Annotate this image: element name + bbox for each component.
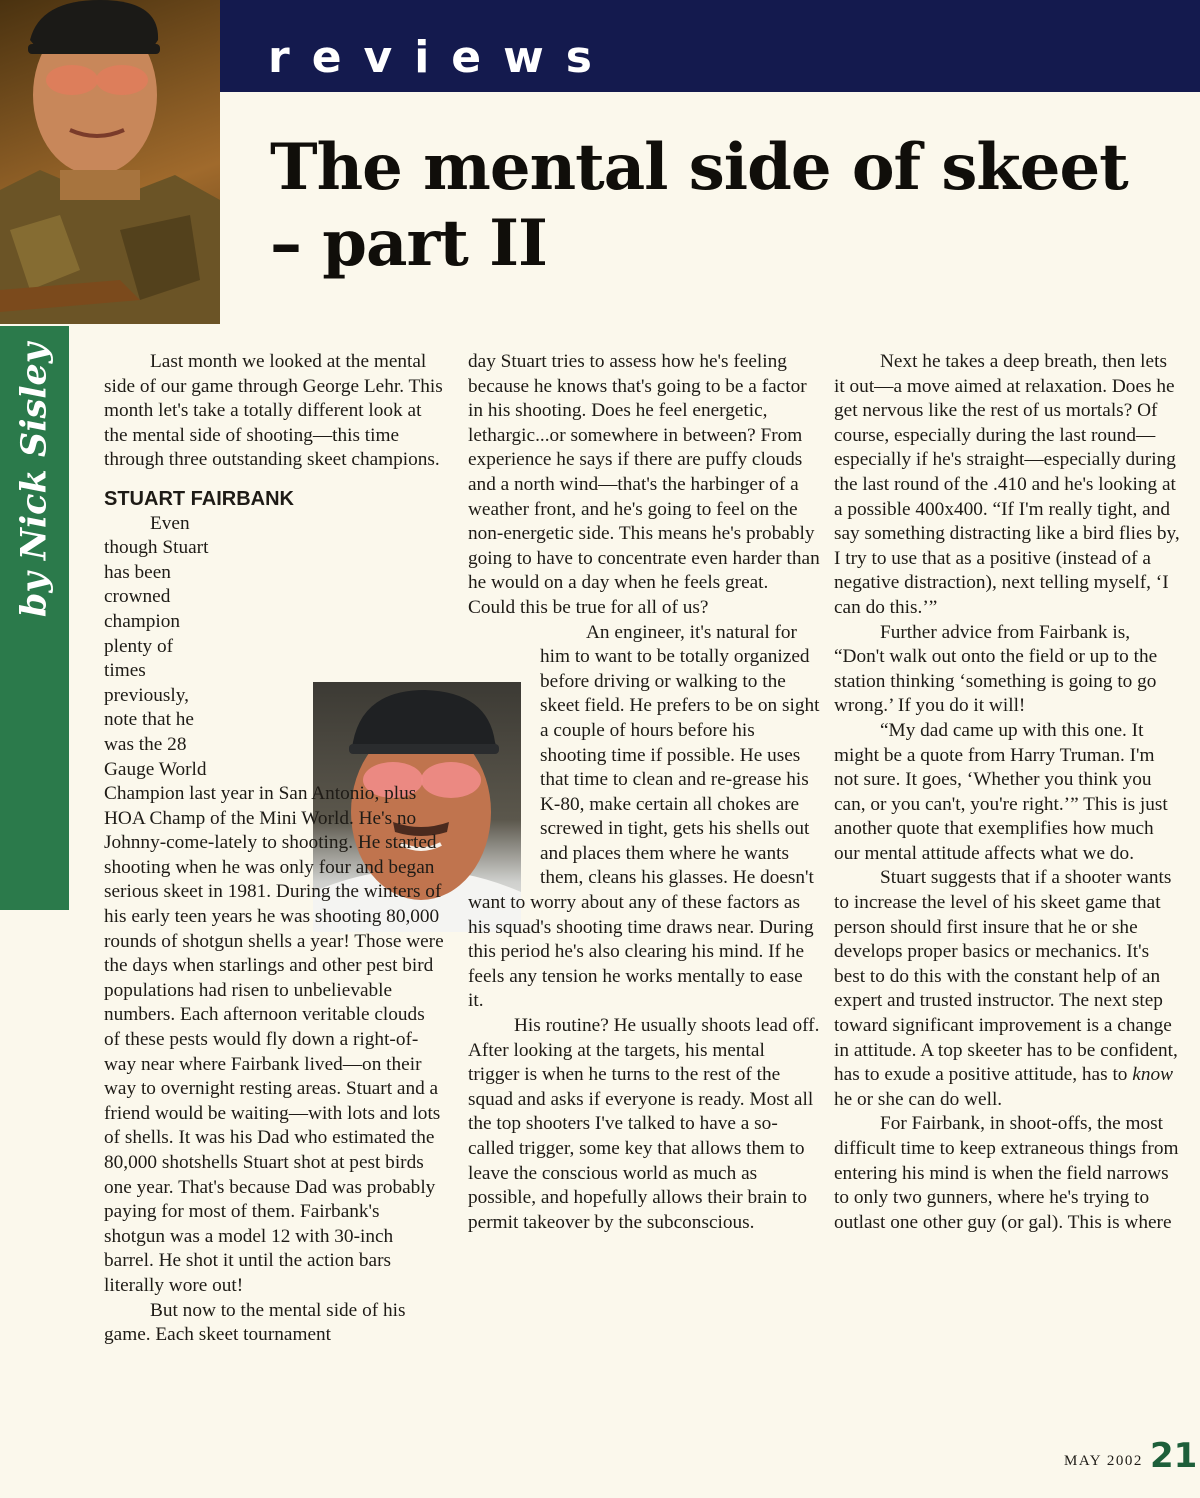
paragraph: For Fairbank, in shoot-offs, the most difficult time to keep extraneous things from entering his mind is when the field narrows to only two gunners, where he's trying to outlast one other guy (or gal). This is where	[834, 1113, 1179, 1233]
paragraph	[834, 866, 1180, 1112]
photo-wrap-space	[468, 621, 536, 889]
author-photo	[0, 0, 220, 324]
text-run: Stuart suggests that if a shooter wants to increase the level of his skeet game that person should first insure that he or she develops proper basics or mechanics. It's best to do this with the constant help of an expert and trusted instructor. The next step toward significant improvement is a change in attitude. A top skeeter has to be confident, has to exude a positive attitude, has to	[834, 867, 1178, 1086]
article-headline: The mental side of skeet – part II	[270, 130, 1128, 281]
paragraph: But now to the mental side of his game. Each skeet tournament	[104, 1299, 406, 1346]
paragraph: Even though Stuart has been crowned champion plenty of times previously, note that he was the 28 Gauge World Champion last year in San Antonio, plus HOA Champ of the Mini World. He's no Johnny-come-lately to shooting. He started shooting when he was only four and began serious skeet in 1981. During the winters of his early teen years he was shooting 80,000 rounds of shotgun shells a year! Those were the days when starlings and other pest bird populations had risen to unbelievable numbers. Each afternoon veritable clouds of these pests would fly down a right-of-way near where Fairbank lived—on their way to overnight resting areas. Stuart and a friend would be waiting—with lots and lots of shells. It was his Dad who estimated the 80,000 shotshells Stuart shot at pest birds one year. That's because Dad was probably paying for most of them. Fairbank's shotgun was a model 12 with 30-inch barrel. He shot it until the action bars literally wore out!	[104, 512, 444, 1296]
issue-date: MAY 2002	[1064, 1453, 1143, 1469]
paragraph: Last month we looked at the mental side of our game through George Lehr. This month let's take a totally different look at the mental side of shooting—this time through three outstanding skeet champions.	[104, 351, 443, 471]
paragraph: “My dad came up with this one. It might be a quote from Harry Truman. I'm not sure. It goes, ‘Whether you think you can, or you can't, you're right.’” This is just another quote that exemplifies how much our mental attitude affects what we do.	[834, 719, 1168, 864]
section-subhead: STUART FAIRBANK	[104, 487, 294, 510]
paragraph: day Stuart tries to assess how he's feeling because he knows that's going to be a factor in his shooting. Does he feel energetic, lethargic...or somewhere in between? From experience he says if there are puffy clouds and a north wind—that's the harbinger of a weather front, and he's going to feel on the non-energetic side. This means he's probably going to have to concentrate even harder than he would on a day when he feels great. Could this be true for all of us?	[468, 351, 820, 618]
byline: by Nick Sisley	[13, 342, 55, 618]
article-column-1	[104, 350, 444, 1348]
paragraph: Further advice from Fairbank is, “Don't walk out onto the field or up to the station thinking ‘something is going to go wrong.’ If you do it will!	[834, 621, 1158, 717]
article-column-2	[468, 350, 820, 1235]
paragraph: An engineer, it's natural for him to want to be totally organized before driving or walking to the skeet field. He prefers to be on sight a couple of hours before his shooting time if possible. He uses that time to clean and re-grease his K-80, make certain all chokes are screwed in tight, gets his shells out and places them where he wants them, cleans his glasses. He doesn't want to worry about any of these factors as his squad's shooting time draws near. During this period he's also clearing his mind. If he feels any tension he works mentally to ease it.	[468, 621, 820, 1012]
photo-wrap-space	[222, 512, 444, 780]
text-run: he or she can do well.	[834, 1088, 1003, 1110]
emphasis: know	[1132, 1064, 1173, 1086]
paragraph: His routine? He usually shoots lead off. After looking at the targets, his mental trigger is when he turns to the rest of the squad and asks if everyone is ready. Most all the top shooters I've talked to have a so-called trigger, some key that allows them to leave the conscious world as much as possible, and hopefully allows their brain to permit takeover by the subconscious.	[468, 1015, 820, 1233]
page-number: 21	[1150, 1436, 1198, 1476]
article-column-3	[834, 350, 1180, 1235]
section-label: reviews	[268, 32, 614, 83]
paragraph: Next he takes a deep breath, then lets it out—a move aimed at relaxation. Does he get nervous like the rest of us mortals? Of course, especially during the last round—especially if he's straight—especially during the last round of the .410 and he's looking at a possible 400x400. “If I'm really tight, and say something distracting like a bird flies by, I try to use that as a positive (instead of a negative distraction), next telling myself, ‘I can do this.’”	[834, 351, 1180, 618]
